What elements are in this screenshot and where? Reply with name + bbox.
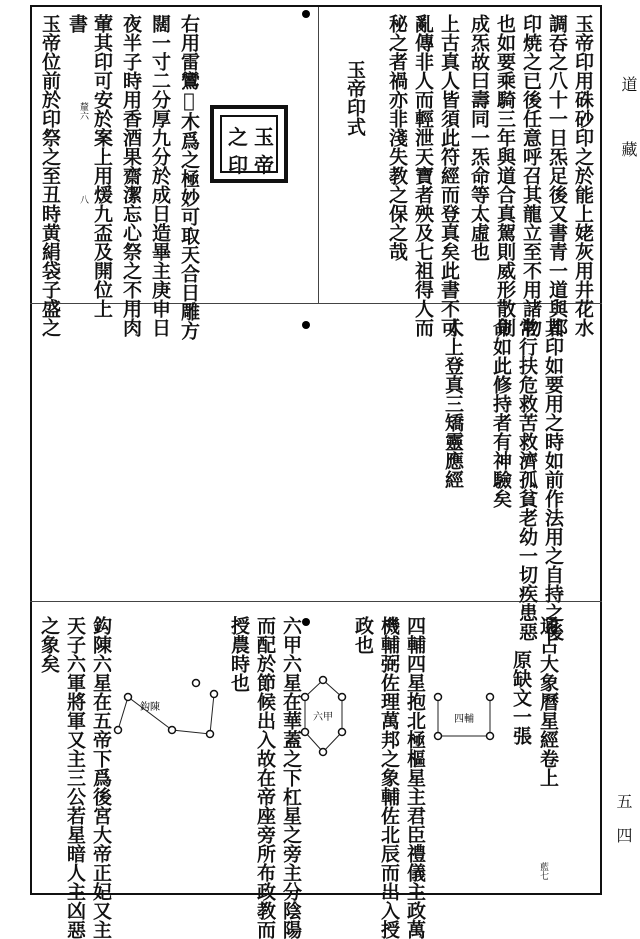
star-marker	[207, 731, 214, 738]
text-column: 玉帝印式	[344, 60, 366, 136]
text-column: 上古真人皆須此符經而登真矣此書不可	[438, 14, 460, 337]
text-column: 玉帝印用硃砂印之於能上姥灰用井花水	[572, 14, 594, 337]
star-marker	[320, 749, 327, 756]
gouchen-label: 鈎陳	[140, 702, 160, 713]
text-column: 機輔弼佐理萬邦之象輔佐北辰而出入授	[378, 616, 400, 939]
text-column: 六甲六星在華蓋之下杠星之旁主分陰陽	[280, 616, 302, 939]
text-column: 葷其印可安於案上用煖九盃及開位上	[91, 14, 113, 318]
text-column: 書	[66, 14, 88, 33]
text-column: 秘之者禍亦非淺失教之保之哉	[386, 14, 408, 261]
scroll-title: 通占大象曆星經卷上	[537, 616, 559, 787]
text-column: 夜半子時用香酒果齋潔忘心祭之不用肉	[120, 14, 142, 337]
text-column: 命如此修持者有神驗矣	[490, 318, 512, 508]
text-column: 天子六軍將軍又主三公若星暗人主凶惡	[64, 616, 86, 939]
star-marker	[125, 694, 132, 701]
margin-label: 道	[619, 76, 638, 92]
star-marker	[339, 729, 346, 736]
text-column: 亂傳非人而輕泄天寶者殃及七祖得人而	[412, 14, 434, 337]
gouchen-asterism	[115, 680, 218, 738]
missing-note: 原缺文一張	[510, 650, 532, 745]
seal-glyph: 帝	[254, 153, 274, 177]
small-note: 八	[78, 195, 88, 204]
seal-glyph: 玉	[254, 125, 274, 149]
page-number: 五	[614, 793, 633, 809]
text-column: 授農時也	[228, 616, 250, 692]
text-column: 鈎陳六星在五帝下爲後宮大帝正妃又主	[90, 616, 112, 939]
text-column: 成炁故曰壽同一炁命等太虛也	[468, 14, 490, 261]
text-column: 調吞之八十一日炁足後又書青一道與都	[546, 14, 568, 337]
liujia-label: 六甲	[313, 712, 333, 723]
star-marker	[115, 727, 122, 734]
star-marker	[169, 727, 176, 734]
star-marker	[320, 677, 327, 684]
star-marker	[193, 680, 200, 687]
margin-label: 藏	[619, 141, 638, 157]
text-column: 而配於節候出入故在帝座旁所布政教而	[254, 616, 276, 939]
page-number: 四	[614, 827, 633, 843]
text-column: 右用雷鸞𤎺木爲之極妙可取天合日雕方	[178, 14, 200, 340]
text-column: 四輔四星抱北極樞星主君臣禮儀主政萬	[404, 616, 426, 939]
text-column: 政也	[352, 616, 374, 654]
small-note: 釐六	[78, 102, 88, 120]
star-marker	[487, 694, 494, 701]
scripture-title: 太上登真三矯靈應經	[442, 318, 464, 489]
text-column: 也如要乘騎三年與道合真駕則威形散則	[494, 14, 516, 337]
text-column: 其印如要用之時如前作法用之自持之後	[542, 318, 564, 641]
text-column: 玉帝位前於印祭之至丑時黄絹袋子盛之	[39, 14, 61, 337]
text-column: 闊一寸二分厚九分於成日造畢主庚申日	[149, 14, 171, 337]
text-column: 常行扶危救苦救濟孤貧老幼一切疾患惡	[516, 318, 538, 641]
text-column: 印焼之已後任意呼召其龍立至不用諸物	[520, 14, 542, 337]
star-marker	[435, 733, 442, 740]
star-marker	[302, 729, 309, 736]
seal-glyph: 之	[228, 125, 248, 149]
star-marker	[339, 694, 346, 701]
sifu-asterism	[435, 694, 494, 740]
sifu-label: 四輔	[454, 714, 474, 725]
star-marker	[435, 694, 442, 701]
star-marker	[487, 733, 494, 740]
star-marker	[302, 694, 309, 701]
text-column: 之象矣	[38, 616, 60, 673]
folio-mark: 藍七	[538, 862, 548, 880]
seal-glyph: 印	[228, 153, 248, 177]
star-marker	[211, 691, 218, 698]
liujia-asterism	[302, 677, 346, 756]
